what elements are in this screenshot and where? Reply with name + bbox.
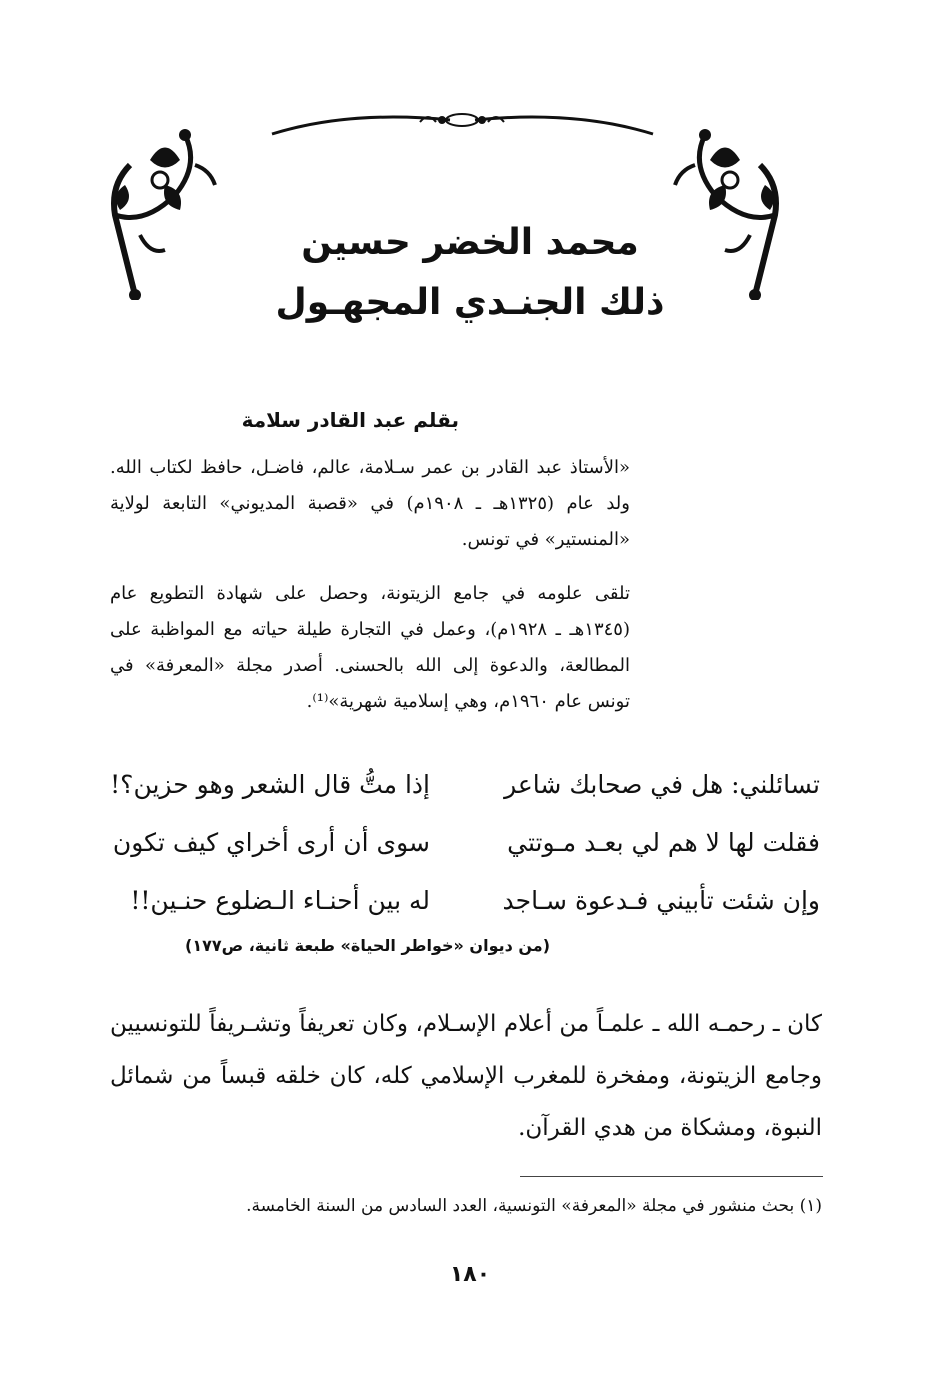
author-byline: بقلم عبد القادر سلامة bbox=[241, 408, 459, 432]
footnote-divider bbox=[520, 1176, 823, 1177]
top-ornament bbox=[270, 108, 655, 138]
footnote: (١) بحث منشور في مجلة «المعرفة» التونسية، العدد السادس من السنة الخامسة. bbox=[246, 1196, 822, 1216]
intro-paragraph-1: «الأستاذ عبد القادر بن عمر سـلامة، عالم، فاضـل، حافظ لكتاب الله. ولد عام (١٣٢٥هـ ـ ١٩٠٨م) في «قصبة المديوني» التابعة لولاية «المنستير» في تونس. bbox=[110, 457, 630, 550]
poem-verse bbox=[110, 770, 820, 828]
title-line-1: محمد الخضر حسين bbox=[301, 222, 639, 263]
verse-first-hemistich: فقلت لها لا هم لي بعـد مـوتتي bbox=[507, 828, 820, 857]
right-corner-ornament bbox=[670, 125, 785, 300]
intro-paragraph-2: تلقى علومه في جامع الزيتونة، وحصل على شهادة التطويع عام (١٣٤٥هـ ـ ١٩٢٨م)، وعمل في التجارة طيلة حياته مع المواظبة على المطالعة، والدعوة إلى الله بالحسنى. أصدر مجلة «المعرفة» في تونس عام ١٩٦٠م، وهي إسلامية شهرية»⁽¹⁾. bbox=[110, 583, 630, 712]
body-paragraph: كان ـ رحمـه الله ـ علمـاً من أعلام الإسـلام، وكان تعريفاً وتشـريفاً للتونسيين وجامع الزيتونة، ومفخرة للمغرب الإسلامي كله، كان خلقه قبساً من شمائل النبوة، ومشكاة من هدي القرآن. bbox=[110, 1011, 822, 1141]
page-number: ١٨٠ bbox=[449, 1262, 491, 1287]
verse-second-hemistich: إذا متُّ قال الشعر وهو حزين؟! bbox=[110, 770, 430, 799]
poem-source: (من ديوان «خواطر الحياة» طبعة ثانية، ص١٧٧) bbox=[185, 936, 550, 955]
poem-verse bbox=[110, 828, 820, 886]
left-corner-ornament bbox=[105, 125, 220, 300]
verse-second-hemistich: له بين أحنـاء الـضلوع حنـين!! bbox=[130, 886, 430, 915]
verse-first-hemistich: تسائلني: هل في صحابك شاعر bbox=[504, 770, 820, 799]
poem bbox=[110, 770, 820, 944]
title-line-2: ذلك الجنـدي المجهـول bbox=[275, 282, 665, 323]
verse-second-hemistich: سوى أن أرى أخراي كيف تكون bbox=[112, 828, 430, 857]
verse-first-hemistich: وإن شئت تأبيني فـدعوة سـاجد bbox=[502, 886, 820, 915]
